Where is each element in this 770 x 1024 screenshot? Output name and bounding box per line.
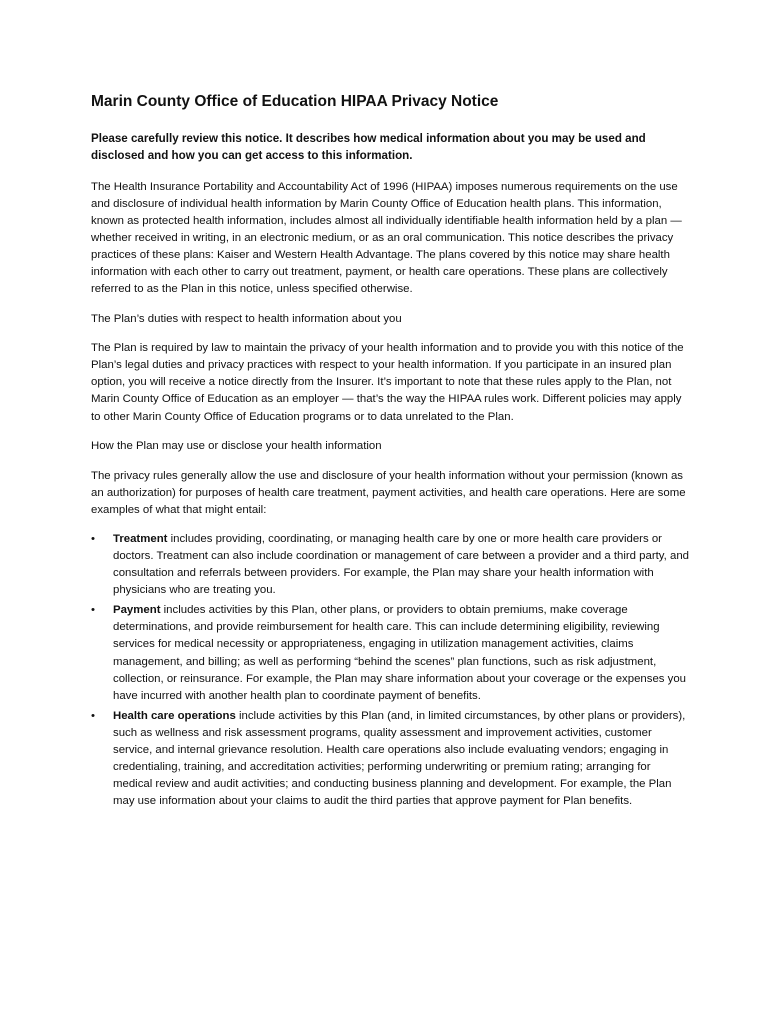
document-page [91,92,691,813]
list-item-payment [91,602,691,704]
bullet-text: include activities by this Plan (and, in limited circumstances, by other plans or providers), such as wellness and risk assessment programs, quality assessment and improvement activities, customer service, and internal grievance resolution. Health care operations also include evaluating vendors; engaging in credentialing, training, and accreditation activities; performing underwriting or premium rating; arranging for medical review and audit activities; and conducting business planning and development. For example, the Plan may use information about your claims to audit the third parties that approve payment for Plan benefits. [113,709,686,807]
section-heading-use-disclose: How the Plan may use or disclose your health information [91,440,382,453]
bullet-text: includes providing, coordinating, or managing health care by one or more health care providers or doctors. Treatment can also include coordination or management of care between a provider and a third party, and consultation and referrals between providers. For example, the Plan may share your health information with physicians who are treating you. [113,533,689,597]
bullet-icon: • [91,533,95,546]
list-item-treatment [91,531,691,599]
list-item-health-care-operations [91,708,691,810]
examples-list [91,531,691,810]
bullet-icon: • [91,709,95,722]
bullet-icon: • [91,604,95,617]
bullet-term: Payment [113,604,161,617]
document-title: Marin County Office of Education HIPAA Privacy Notice [91,93,499,110]
paragraph-hipaa-overview: The Health Insurance Portability and Accountability Act of 1996 (HIPAA) imposes numerous requirements on the use and disclosure of individual health information by Marin County Office of Education health plans. This information, known as protected health information, includes almost all individually identifiable health information held by a plan — whether received in writing, in an electronic medium, or as an oral communication. This notice describes the privacy practices of these plans: Kaiser and Western Health Advantage. The plans covered by this notice may share health information with each other to carry out treatment, payment, or health care operations. These plans are collectively referred to as the Plan in this notice, unless specified otherwise. [91,181,682,296]
paragraph-plan-duties: The Plan is required by law to maintain the privacy of your health information and to provide you with this notice of the Plan’s legal duties and privacy practices with respect to your health information. If you participate in an insured plan option, you will receive a notice directly from the Insurer. It’s important to note that these rules apply to the Plan, not Marin County Office of Education as an employer — that’s the way the HIPAA rules work. Different policies may apply to other Marin County Office of Education programs or to data unrelated to the Plan. [91,342,684,423]
intro-warning: Please carefully review this notice. It describes how medical information about you may be used and disclosed and how you can get access to this information. [91,132,646,162]
paragraph-use-disclose: The privacy rules generally allow the use and disclosure of your health information without your permission (known as an authorization) for purposes of health care treatment, payment activities, and health care operations. Here are some examples of what that might entail: [91,469,686,516]
bullet-term: Health care operations [113,709,236,722]
bullet-text: includes activities by this Plan, other plans, or providers to obtain premiums, make coverage determinations, and provide reimbursement for health care. This can include determining eligibility, reviewing services for medical necessity or appropriateness, engaging in utilization management activities, claims management, and billing; as well as performing “behind the scenes” plan functions, such as risk adjustment, collection, or reinsurance. For example, the Plan may share information about your coverage or the expenses you have incurred with another health plan to coordinate payment of benefits. [113,604,687,702]
section-heading-plan-duties: The Plan’s duties with respect to health information about you [91,312,402,325]
bullet-term: Treatment [113,533,168,546]
